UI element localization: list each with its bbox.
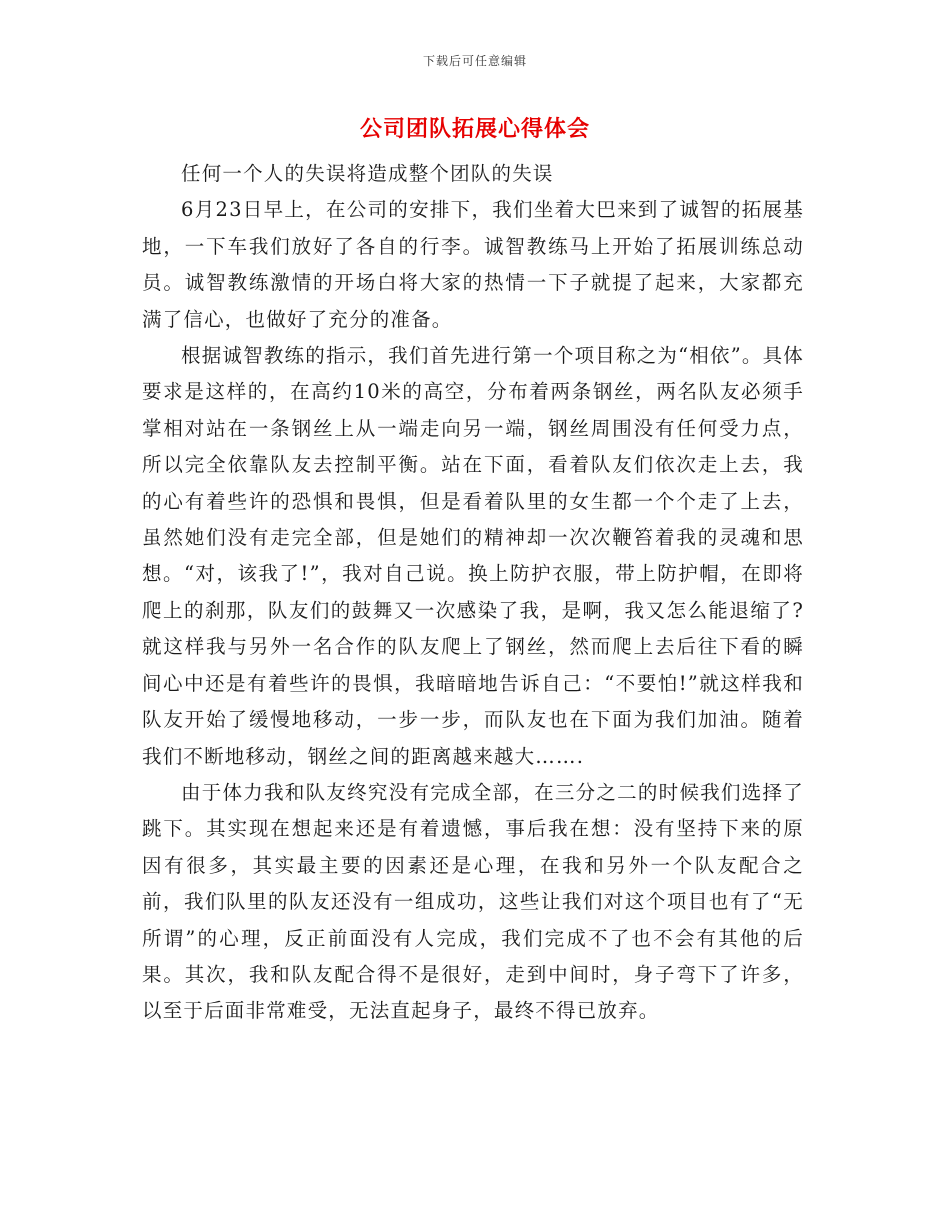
paragraph-arrival: 6月23日早上，在公司的安排下，我们坐着大巴来到了诚智的拓展基地，一下车我们放好了各自的行李。诚智教练马上开始了拓展训练总动员。诚智教练激情的开场白将大家的热情一下子就提了起来，大家都充满了信心，也做好了充分的准备。 (142, 198, 804, 331)
paragraph-project-xiangyi: 根据诚智教练的指示，我们首先进行第一个项目称之为“相依”。具体要求是这样的，在高约10米的高空，分布着两条钢丝，两名队友必须手掌相对站在一条钢丝上从一端走向另一端，钢丝周围没有任何受力点，所以完全依靠队友去控制平衡。站在下面，看着队友们依次走上去，我的心有着些许的恐惧和畏惧，但是看着队里的女生都一个个走了上去，虽然她们没有走完全部，但是她们的精神却一次次鞭笞着我的灵魂和思想。“对，该我了!”，我对自己说。换上防护衣服，带上防护帽，在即将爬上的刹那，队友们的鼓舞又一次感染了我，是啊，我又怎么能退缩了?就这样我与另外一名合作的队友爬上了钢丝，然而爬上去后往下看的瞬间心中还是有着些许的畏惧，我暗暗地告诉自己：“不要怕!”就这样我和队友开始了缓慢地移动，一步一步，而队友也在下面为我们加油。随着我们不断地移动，钢丝之间的距离越来越大……. (142, 344, 804, 768)
paragraph-reflection: 由于体力我和队友终究没有完成全部，在三分之二的时候我们选择了跳下。其实现在想起来还是有着遗憾，事后我在想：没有坚持下来的原因有很多，其实最主要的因素还是心理，在我和另外一个队友配合之前，我们队里的队友还没有一组成功，这些让我们对这个项目也有了“无所谓”的心理，反正前面没有人完成，我们完成不了也不会有其他的后果。其次，我和队友配合得不是很好，走到中间时，身子弯下了许多，以至于后面非常难受，无法直起身子，最终不得已放弃。 (142, 780, 804, 1023)
document-title: 公司团队拓展心得体会 (359, 116, 590, 142)
paragraph-subtitle: 任何一个人的失误将造成整个团队的失误 (181, 162, 554, 185)
document-body (142, 156, 804, 1030)
header-note: 下载后可任意编辑 (422, 54, 527, 68)
